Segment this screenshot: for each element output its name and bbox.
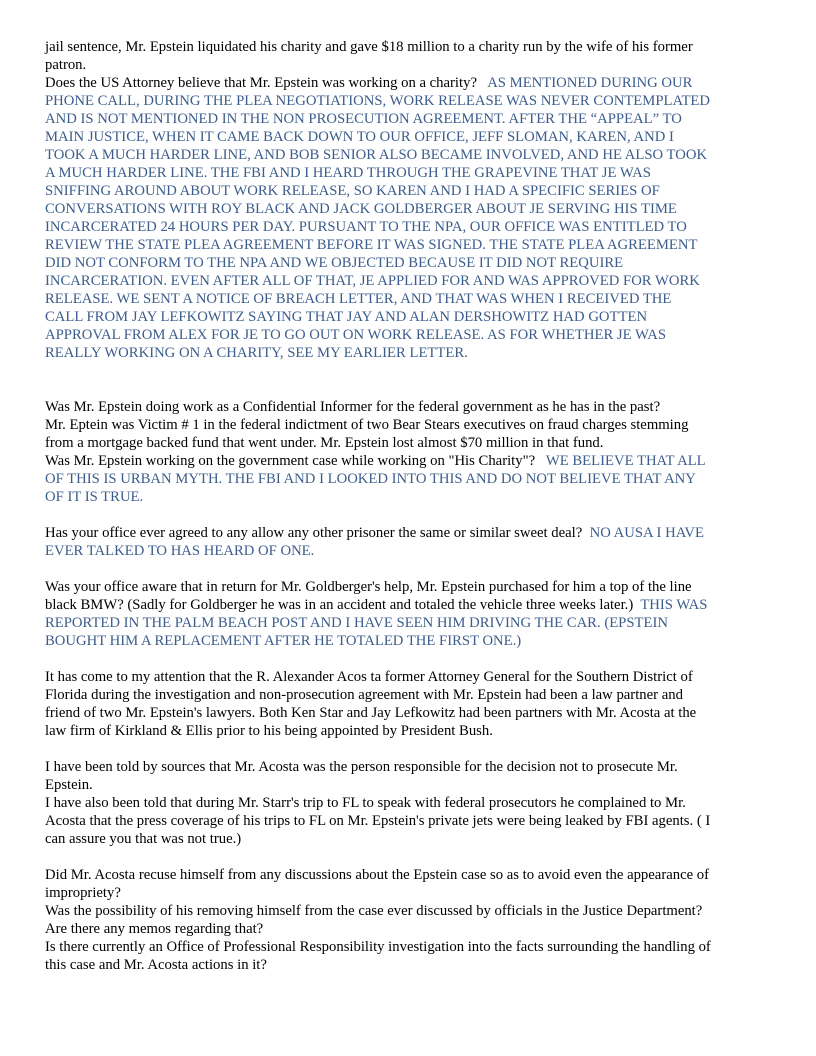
reply-line: INCARCERATION. EVEN AFTER ALL OF THAT, JE APPLIED FOR AND WAS APPROVED FOR WORK bbox=[45, 273, 700, 289]
text-line: Epstein. bbox=[45, 777, 93, 793]
text-line: from a mortgage backed fund that went under. Mr. Epstein lost almost $70 million in that fund. bbox=[45, 435, 604, 451]
question-line bbox=[45, 524, 775, 542]
reply-line: APPROVAL FROM ALEX FOR JE TO GO OUT ON WORK RELEASE. AS FOR WHETHER JE WAS bbox=[45, 327, 667, 343]
reply-line: REPORTED IN THE PALM BEACH POST AND I HAVE SEEN HIM DRIVING THE CAR. (EPSTEIN bbox=[45, 615, 668, 631]
text-line: Mr. Eptein was Victim # 1 in the federal indictment of two Bear Stears executives on fraud charges stemming bbox=[45, 417, 689, 433]
reply-line: A MUCH HARDER LINE. THE FBI AND I HEARD THROUGH THE GRAPEVINE THAT JE WAS bbox=[45, 165, 651, 181]
question-line bbox=[45, 452, 775, 470]
question-text: Does the US Attorney believe that Mr. Epstein was working on a charity? bbox=[45, 75, 477, 91]
text-line: Was Mr. Epstein doing work as a Confidential Informer for the federal government as he has in the past? bbox=[45, 399, 661, 415]
reply-text: NO AUSA I HAVE bbox=[589, 525, 704, 541]
reply-line: DID NOT CONFORM TO THE NPA AND WE OBJECTED BECAUSE IT DID NOT REQUIRE bbox=[45, 255, 624, 271]
text-line: Florida during the investigation and non-prosecution agreement with Mr. Epstein had been a law partner and bbox=[45, 687, 683, 703]
reply-text: AS MENTIONED DURING OUR bbox=[487, 75, 693, 91]
text-line: this case and Mr. Acosta actions in it? bbox=[45, 957, 267, 973]
question-text: Was Mr. Epstein working on the government case while working on "His Charity"? bbox=[45, 453, 536, 469]
text-line: Is there currently an Office of Professional Responsibility investigation into the facts surrounding the handling of bbox=[45, 939, 711, 955]
reply-line: REVIEW THE STATE PLEA AGREEMENT BEFORE IT WAS SIGNED. THE STATE PLEA AGREEMENT bbox=[45, 237, 698, 253]
text-line: I have also been told that during Mr. Starr's trip to FL to speak with federal prosecutors he complained to Mr. bbox=[45, 795, 686, 811]
reply-text: WE BELIEVE THAT ALL bbox=[545, 453, 706, 469]
text-line: Are there any memos regarding that? bbox=[45, 921, 264, 937]
text-line: impropriety? bbox=[45, 885, 121, 901]
paragraph-sources bbox=[45, 758, 775, 848]
paragraph-charity bbox=[45, 38, 775, 362]
reply-line: MAIN JUSTICE, WHEN IT CAME BACK DOWN TO OUR OFFICE, JEFF SLOMAN, KAREN, AND I bbox=[45, 129, 674, 145]
reply-line: PHONE CALL, DURING THE PLEA NEGOTIATIONS, WORK RELEASE WAS NEVER CONTEMPLATED bbox=[45, 93, 710, 109]
text-line: patron. bbox=[45, 57, 87, 73]
reply-line: INCARCERATED 24 HOURS PER DAY. PURSUANT TO THE NPA, OUR OFFICE WAS ENTITLED TO bbox=[45, 219, 687, 235]
text-line: It has come to my attention that the R. Alexander Acos ta former Attorney General for the Southern District of bbox=[45, 669, 693, 685]
question-text: black BMW? (Sadly for Goldberger he was in an accident and totaled the vehicle three weeks later.) bbox=[45, 597, 634, 613]
text-line: friend of two Mr. Epstein's lawyers. Both Ken Star and Jay Lefkowitz had been partners with Mr. Acosta at the bbox=[45, 705, 697, 721]
question-line bbox=[45, 596, 775, 614]
question-text: Has your office ever agreed to any allow any other prisoner the same or similar sweet deal? bbox=[45, 525, 583, 541]
text-line: Acosta that the press coverage of his trips to FL on Mr. Epstein's private jets were being leaked by FBI agents. ( I bbox=[45, 813, 711, 829]
reply-line: OF IT IS TRUE. bbox=[45, 489, 144, 505]
reply-text: THIS WAS bbox=[640, 597, 708, 613]
reply-line: REALLY WORKING ON A CHARITY, SEE MY EARLIER LETTER. bbox=[45, 345, 468, 361]
text-line: I have been told by sources that Mr. Acosta was the person responsible for the decision not to prosecute Mr. bbox=[45, 759, 678, 775]
paragraph-bmw bbox=[45, 578, 775, 650]
text-line: Did Mr. Acosta recuse himself from any discussions about the Epstein case so as to avoid even the appearance of bbox=[45, 867, 710, 883]
text-line: can assure you that was not true.) bbox=[45, 831, 242, 847]
document-page bbox=[45, 38, 775, 974]
question-line bbox=[45, 74, 775, 92]
reply-line: AND IS NOT MENTIONED IN THE NON PROSECUTION AGREEMENT. AFTER THE “APPEAL” TO bbox=[45, 111, 682, 127]
reply-line: RELEASE. WE SENT A NOTICE OF BREACH LETTER, AND THAT WAS WHEN I RECEIVED THE bbox=[45, 291, 672, 307]
paragraph-recusal bbox=[45, 866, 775, 974]
reply-line: OF THIS IS URBAN MYTH. THE FBI AND I LOOKED INTO THIS AND DO NOT BELIEVE THAT ANY bbox=[45, 471, 696, 487]
reply-line: SNIFFING AROUND ABOUT WORK RELEASE, SO KAREN AND I HAD A SPECIFIC SERIES OF bbox=[45, 183, 660, 199]
text-line: law firm of Kirkland & Ellis prior to his being appointed by President Bush. bbox=[45, 723, 493, 739]
reply-line: BOUGHT HIM A REPLACEMENT AFTER HE TOTALED THE FIRST ONE.) bbox=[45, 633, 522, 649]
paragraph-informer bbox=[45, 398, 775, 506]
reply-line: CALL FROM JAY LEFKOWITZ SAYING THAT JAY AND ALAN DERSHOWITZ HAD GOTTEN bbox=[45, 309, 648, 325]
reply-line: TOOK A MUCH HARDER LINE, AND BOB SENIOR ALSO BECAME INVOLVED, AND HE ALSO TOOK bbox=[45, 147, 708, 163]
reply-line: CONVERSATIONS WITH ROY BLACK AND JACK GOLDBERGER ABOUT JE SERVING HIS TIME bbox=[45, 201, 677, 217]
paragraph-sweet-deal bbox=[45, 524, 775, 560]
reply-line: EVER TALKED TO HAS HEARD OF ONE. bbox=[45, 543, 315, 559]
text-line: Was the possibility of his removing himself from the case ever discussed by officials in the Justice Department? bbox=[45, 903, 703, 919]
text-line: Was your office aware that in return for Mr. Goldberger's help, Mr. Epstein purchased for him a top of the line bbox=[45, 579, 692, 595]
text-line: jail sentence, Mr. Epstein liquidated his charity and gave $18 million to a charity run by the wife of his former bbox=[45, 39, 693, 55]
paragraph-acosta-partners bbox=[45, 668, 775, 740]
